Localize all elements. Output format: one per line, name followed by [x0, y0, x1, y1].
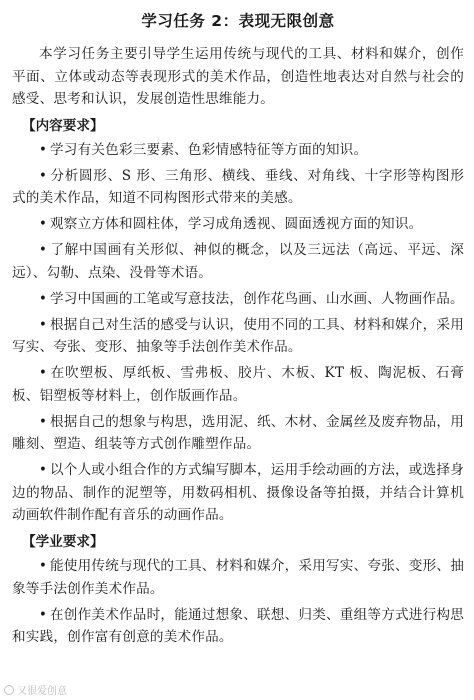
- bullet-icon: •: [38, 365, 48, 381]
- list-item: [12, 555, 464, 600]
- list-item-text: 能使用传统与现代的工具、材料和媒介，采用写实、夸张、变形、抽象等手法创作美术作品。: [12, 558, 464, 597]
- bullet-icon: •: [38, 290, 48, 307]
- bullet-icon: •: [38, 606, 48, 623]
- list-item-text: 在吹塑板、厚纸板、雪弗板、胶片、木板、KT 板、陶泥板、石膏板、铝塑板等材料上，创作版画作品。: [12, 365, 464, 404]
- watermark-logo-icon: [4, 685, 14, 695]
- list-item: [12, 139, 464, 162]
- document-title: 学习任务 2：表现无限创意: [141, 12, 335, 30]
- list-item-text: 在创作美术作品时，能通过想象、联想、归类、重组等方式进行构思和实践，创作富有创意的美术作品。: [12, 606, 464, 645]
- list-item-text: 根据自己对生活的感受与认识，使用不同的工具、材料和媒介，采用写实、夸张、变形、抽象等手法创作美术作品。: [12, 316, 464, 355]
- bullet-icon: •: [38, 413, 48, 430]
- intro-paragraph: 本学习任务主要引导学生运用传统与现代的工具、材料和媒介，创作平面、立体或动态等表现形式的美术作品，创造性地表达对自然与社会的感受、思考和认识，发展创造性思维能力。: [12, 46, 464, 107]
- bullet-icon: •: [38, 141, 48, 158]
- content-requirements-list: [12, 139, 464, 527]
- list-item-text: 观察立方体和圆柱体，学习成角透视、圆面透视方面的知识。: [50, 216, 423, 232]
- list-item: [12, 362, 464, 407]
- list-item-text: 学习中国画的工笔或写意技法，创作花鸟画、山水画、人物画作品。: [50, 290, 464, 307]
- bullet-icon: •: [38, 167, 48, 184]
- list-item: [12, 314, 464, 359]
- list-item: [12, 239, 464, 284]
- list-item: [12, 213, 464, 236]
- watermark-text: 又很爱创意: [17, 686, 67, 697]
- bullet-icon: •: [38, 242, 48, 258]
- content-requirements-heading: 【内容要求】: [22, 117, 104, 134]
- list-item: [12, 604, 464, 649]
- bullet-icon: •: [38, 216, 48, 232]
- academic-requirements-heading: 【学业要求】: [22, 534, 104, 550]
- list-item-text: 以个人或小组合作的方式编写脚本，运用手绘动画的方法，或选择身边的物品、制作的泥塑等，用数码相机、摄像设备等拍摄，并结合计算机动画软件制作配有音乐的动画作品。: [12, 462, 464, 523]
- list-item: [12, 459, 464, 527]
- list-item: [12, 288, 464, 311]
- watermark: [4, 682, 67, 697]
- academic-requirements-list: [12, 555, 464, 649]
- list-item-text: 根据自己的想象与构思，选用泥、纸、木材、金属丝及废弃物品，用雕刻、塑造、组装等方式创作雕塑作品。: [12, 413, 464, 452]
- list-item: [12, 165, 464, 210]
- list-item-text: 分析圆形、S 形、三角形、横线、垂线、对角线、十字形等构图形式的美术作品，知道不同构图形式带来的美感。: [12, 167, 464, 206]
- list-item-text: 学习有关色彩三要素、色彩情感特征等方面的知识。: [50, 141, 368, 158]
- list-item-text: 了解中国画有关形似、神似的概念，以及三远法（高远、平远、深远）、勾勒、点染、没骨等术语。: [12, 242, 464, 281]
- list-item: [12, 411, 464, 456]
- bullet-icon: •: [38, 462, 48, 478]
- bullet-icon: •: [38, 316, 48, 333]
- bullet-icon: •: [38, 558, 48, 574]
